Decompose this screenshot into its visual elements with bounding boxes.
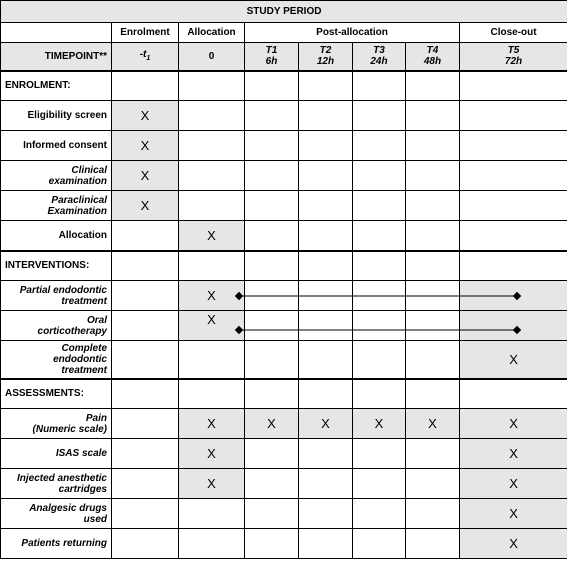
mark-x: X	[112, 191, 179, 221]
row-clinical	[1, 161, 567, 191]
mark-x: X	[460, 341, 567, 379]
mark-x: X	[406, 409, 460, 439]
timepoint-t1: T1 6h	[245, 43, 299, 71]
mark-x: X	[179, 221, 245, 251]
timepoint-t-minus-1: $-t_1$	[112, 43, 179, 71]
period-post-allocation: Post-allocation	[245, 23, 460, 43]
row-label: Paraclinical Examination	[1, 191, 112, 221]
mark-x: X	[460, 499, 567, 529]
timepoint-0: 0	[179, 43, 245, 71]
section-assessments: ASSESSMENTS:	[1, 379, 112, 409]
row-label: Injected anesthetic cartridges	[1, 469, 112, 499]
row-returning	[1, 529, 567, 559]
row-oral	[1, 311, 567, 341]
mark-x: X	[353, 409, 406, 439]
section-enrolment-row	[1, 71, 567, 101]
row-analgesic	[1, 499, 567, 529]
study-period-row	[1, 1, 567, 23]
mark-x: X	[460, 409, 567, 439]
timepoint-t4: T4 48h	[406, 43, 460, 71]
row-allocation	[1, 221, 567, 251]
mark-x: X	[112, 131, 179, 161]
mark-x: X	[112, 161, 179, 191]
period-allocation: Allocation	[179, 23, 245, 43]
row-injected	[1, 469, 567, 499]
row-label: Allocation	[1, 221, 112, 251]
row-consent	[1, 131, 567, 161]
timepoint-t2: T2 12h	[299, 43, 353, 71]
timepoint-row	[1, 43, 567, 71]
row-isas	[1, 439, 567, 469]
row-complete	[1, 341, 567, 379]
row-label: Clinical examination	[1, 161, 112, 191]
mark-x: X	[460, 469, 567, 499]
mark-x: X	[179, 281, 245, 311]
row-label: ISAS scale	[1, 439, 112, 469]
row-label: Complete endodontic treatment	[1, 341, 112, 379]
period-close-out: Close-out	[460, 23, 567, 43]
mark-x: X	[112, 101, 179, 131]
mark-x: X	[179, 439, 245, 469]
empty-cell	[1, 23, 112, 43]
timepoint-label: TIMEPOINT**	[1, 43, 112, 71]
row-paraclinical	[1, 191, 567, 221]
mark-x: X	[299, 409, 353, 439]
period-row	[1, 23, 567, 43]
section-assessments-row	[1, 379, 567, 409]
mark-x: X	[179, 311, 245, 341]
row-eligibility	[1, 101, 567, 131]
row-label: Oral corticotherapy	[1, 311, 112, 341]
period-enrolment: Enrolment	[112, 23, 179, 43]
row-partial	[1, 281, 567, 311]
mark-x: X	[245, 409, 299, 439]
row-label: Patients returning	[1, 529, 112, 559]
section-interventions: INTERVENTIONS:	[1, 251, 112, 281]
section-enrolment: ENROLMENT:	[1, 71, 112, 101]
section-interventions-row	[1, 251, 567, 281]
timepoint-t3: T3 24h	[353, 43, 406, 71]
mark-x: X	[179, 409, 245, 439]
row-label: Partial endodontic treatment	[1, 281, 112, 311]
row-label: Informed consent	[1, 131, 112, 161]
row-label: Analgesic drugs used	[1, 499, 112, 529]
row-pain	[1, 409, 567, 439]
row-label: Pain (Numeric scale)	[1, 409, 112, 439]
row-label: Eligibility screen	[1, 101, 112, 131]
study-period-title: STUDY PERIOD	[1, 1, 567, 23]
mark-x: X	[460, 529, 567, 559]
mark-x: X	[460, 439, 567, 469]
timepoint-t5: T5 72h	[460, 43, 567, 71]
mark-x: X	[179, 469, 245, 499]
